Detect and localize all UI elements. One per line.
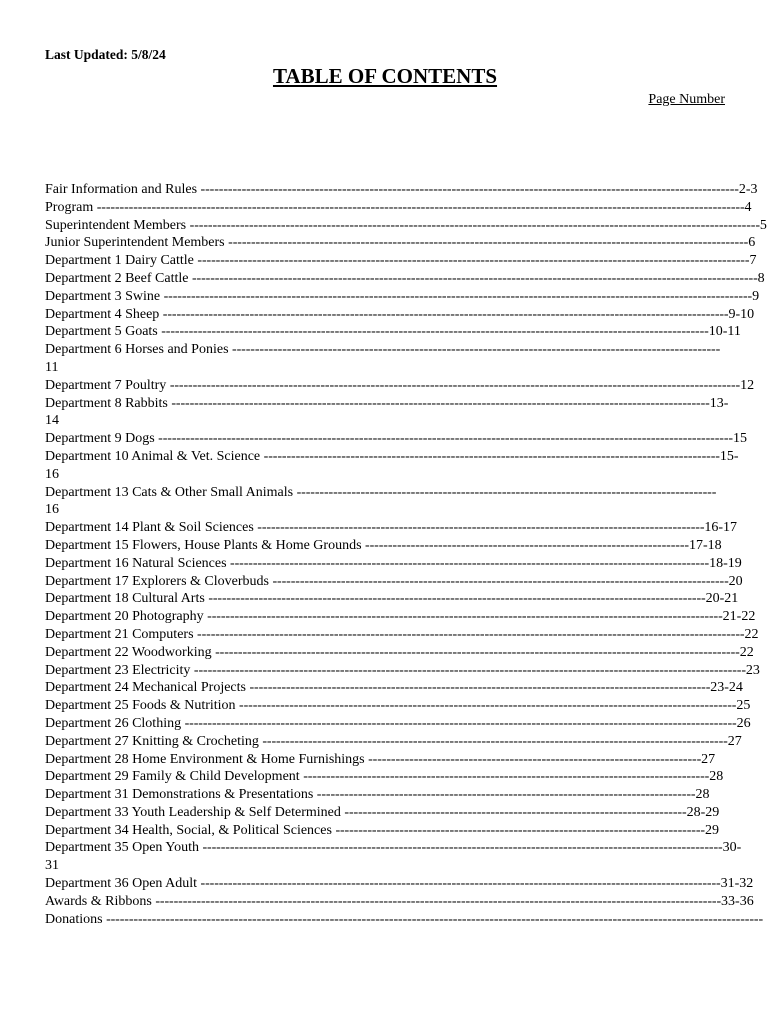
toc-leader-dashes: ---------------------------------------------------------------------------------------------------------------------- bbox=[171, 395, 710, 411]
toc-entry bbox=[45, 484, 745, 520]
toc-leader-dashes: --------------------------------------------------------------------------- bbox=[344, 804, 687, 820]
toc-entry-label: Department 36 Open Adult bbox=[45, 876, 201, 892]
toc-entry-page: 23-24 bbox=[710, 680, 743, 696]
toc-entry-label: Junior Superintendent Members bbox=[45, 235, 229, 251]
toc-leader-dashes: ----------------------------------------------------------------------------------- bbox=[316, 787, 696, 803]
toc-leader-dashes: ------------------------------------------------------------------------------------------------------------- bbox=[239, 698, 737, 714]
toc-entry bbox=[45, 608, 756, 626]
toc-entry bbox=[45, 252, 757, 270]
toc-entry-page: 8 bbox=[757, 270, 765, 286]
toc-entry-page: 4 bbox=[744, 199, 752, 215]
toc-leader-dashes: ------------------------------------------------------------------------------------------------------------------ bbox=[228, 235, 749, 251]
toc-entry bbox=[45, 839, 745, 875]
toc-entry bbox=[45, 270, 765, 288]
toc-entry-page-continued: 11 bbox=[45, 359, 59, 375]
toc-leader-dashes: ---------------------------------------------------------------------------------------------------------------------------------------------- bbox=[96, 199, 745, 215]
last-updated-date: Last Updated: 5/8/24 bbox=[45, 47, 166, 62]
toc-entry-page: 20-21 bbox=[705, 591, 739, 607]
toc-entry-page-continued: 31 bbox=[45, 858, 59, 874]
toc-entry bbox=[45, 555, 745, 573]
toc-entry bbox=[45, 181, 758, 199]
toc-entry-page: 20 bbox=[728, 573, 743, 589]
toc-entry bbox=[45, 644, 754, 662]
toc-entry-label: Department 15 Flowers, House Plants & Home Grounds bbox=[45, 537, 366, 553]
toc-entry-page: 28-29 bbox=[686, 804, 720, 820]
toc-entry bbox=[45, 590, 745, 608]
toc-entry bbox=[45, 306, 755, 324]
toc-entry bbox=[45, 662, 760, 680]
toc-entry-label: Donations bbox=[45, 911, 107, 927]
toc-leader-dashes: ---------------------------------------------------------------------------------------------------- bbox=[263, 448, 720, 464]
toc-leader-dashes: ------------------------------------------------------------------------------------------------------ bbox=[262, 733, 728, 749]
toc-entry-label: Department 33 Youth Leadership & Self Determined bbox=[45, 804, 345, 820]
toc-entry-label: Department 34 Health, Social, & Political Sciences bbox=[45, 822, 336, 838]
toc-leader-dashes: ------------------------------------------------------------------------------------------------------------------------ bbox=[197, 626, 745, 642]
toc-entry-page: 15- bbox=[719, 448, 739, 464]
toc-entry bbox=[45, 519, 745, 537]
toc-entry-page: 12 bbox=[740, 377, 755, 393]
toc-leader-dashes: --------------------------------------------------------------------------------------------------------------------------------- bbox=[163, 288, 753, 304]
toc-leader-dashes: ---------------------------------------------------------------------------------------------------------------------- bbox=[200, 182, 739, 197]
toc-entry-label: Department 2 Beef Cattle bbox=[45, 270, 192, 286]
toc-entry-label: Department 25 Foods & Nutrition bbox=[45, 698, 240, 714]
toc-entry bbox=[45, 341, 745, 377]
toc-leader-dashes: -------------------------------------------------------------------------------------------- bbox=[296, 484, 717, 500]
toc-entry-label: Department 1 Dairy Cattle bbox=[45, 253, 198, 269]
toc-entry bbox=[45, 573, 745, 591]
toc-leader-dashes: ----------------------------------------------------------------------- bbox=[365, 537, 689, 553]
toc-entry-page: 15 bbox=[732, 431, 747, 447]
toc-leader-dashes: ------------------------------------------------------------------------- bbox=[368, 751, 702, 767]
page-number-column-heading: Page Number bbox=[648, 92, 725, 107]
toc-entry-label: Program bbox=[45, 199, 97, 215]
toc-entry-label: Superintendent Members bbox=[45, 217, 190, 233]
toc-entry bbox=[45, 715, 751, 733]
toc-entry-page: 13- bbox=[709, 395, 729, 411]
toc-leader-dashes: ------------------------------------------------------------------------------------------------------------------------- bbox=[193, 662, 746, 678]
toc-entry bbox=[45, 395, 745, 431]
toc-entry-label: Department 23 Electricity bbox=[45, 662, 194, 678]
toc-entry-page: 27 bbox=[727, 733, 742, 749]
toc-entry-label: Department 24 Mechanical Projects bbox=[45, 680, 250, 696]
toc-entry-page: 9-10 bbox=[728, 306, 755, 322]
toc-entry bbox=[45, 323, 745, 341]
toc-entry-label: Department 22 Woodworking bbox=[45, 644, 216, 660]
toc-leader-dashes: --------------------------------------------------------------------------------- bbox=[335, 822, 705, 838]
toc-entry bbox=[45, 786, 745, 804]
toc-entry-page: 22 bbox=[744, 626, 759, 642]
toc-leader-dashes: ----------------------------------------------------------------------------------------------------- bbox=[249, 680, 711, 696]
toc-entry-label: Department 27 Knitting & Crocheting bbox=[45, 733, 263, 749]
toc-entry bbox=[45, 768, 745, 786]
toc-entry-page: 10-11 bbox=[708, 324, 741, 340]
toc-entry-page-continued: 14 bbox=[45, 413, 59, 429]
toc-leader-dashes: ------------------------------------------------------------------------------------------------------------------------ bbox=[161, 324, 709, 340]
toc-entry-page: 29 bbox=[704, 822, 719, 838]
toc-entry-page: 23 bbox=[745, 662, 760, 678]
toc-entry-label: Department 7 Poultry bbox=[45, 377, 170, 393]
toc-leader-dashes: ----------------------------------------------------------------------------------------------------------------- bbox=[207, 609, 723, 625]
toc-entry-label: Department 8 Rabbits bbox=[45, 395, 172, 411]
toc-entry-label: Department 35 Open Youth bbox=[45, 840, 203, 856]
toc-leader-dashes: ----------------------------------------------------------------------------------------- bbox=[303, 769, 710, 785]
toc-entry-label: Awards & Ribbons bbox=[45, 893, 156, 909]
toc-entry-label: Department 6 Horses and Ponies bbox=[45, 342, 233, 358]
toc-entry-label: Department 5 Goats bbox=[45, 324, 162, 340]
toc-entry-page: 31-32 bbox=[720, 876, 754, 892]
toc-entry-page: 2-3 bbox=[738, 182, 758, 197]
toc-entry bbox=[45, 822, 745, 840]
table-of-contents-list bbox=[45, 181, 767, 928]
toc-entry-label: Department 21 Computers bbox=[45, 626, 198, 642]
toc-entry bbox=[45, 751, 745, 769]
toc-leader-dashes: ---------------------------------------------------------------------------------------------------------------------------- bbox=[155, 893, 722, 909]
toc-leader-dashes: ------------------------------------------------------------------------------------------------------------------------------------------------ bbox=[106, 911, 764, 927]
toc-entry-label: Department 9 Dogs bbox=[45, 431, 159, 447]
toc-entry-label: Department 17 Explorers & Cloverbuds bbox=[45, 573, 273, 589]
toc-entry-page: 7 bbox=[749, 253, 757, 269]
toc-entry-page: 30- bbox=[722, 840, 742, 856]
toc-leader-dashes: ---------------------------------------------------------------------------------------------------------------------------- bbox=[191, 270, 758, 286]
toc-leader-dashes: ------------------------------------------------------------------------------------------------------------------ bbox=[202, 840, 723, 856]
toc-entry-page: 28 bbox=[695, 787, 710, 803]
toc-entry-label: Department 10 Animal & Vet. Science bbox=[45, 448, 264, 464]
toc-entry bbox=[45, 893, 754, 911]
toc-entry bbox=[45, 911, 764, 929]
toc-leader-dashes: ------------------------------------------------------------------------------------------------------------------- bbox=[215, 644, 740, 660]
toc-leader-dashes: ----------------------------------------------------------------------------------------------------------------------------- bbox=[189, 217, 760, 233]
toc-entry-page: 6 bbox=[748, 235, 756, 251]
toc-leader-dashes: ------------------------------------------------------------------------------------------------------------------ bbox=[200, 876, 721, 892]
toc-entry bbox=[45, 234, 756, 252]
toc-entry-label: Department 18 Cultural Arts bbox=[45, 591, 209, 607]
toc-leader-dashes: ----------------------------------------------------------------------------------------------------------------------------- bbox=[169, 377, 741, 393]
toc-entry-page-continued: 16 bbox=[45, 466, 59, 482]
toc-entry bbox=[45, 217, 767, 235]
toc-entry-label: Department 13 Cats & Other Small Animals bbox=[45, 484, 297, 500]
toc-entry-page: 9 bbox=[752, 288, 760, 304]
toc-entry bbox=[45, 537, 745, 555]
toc-leader-dashes: ------------------------------------------------------------------------------------------------------------------------- bbox=[197, 253, 750, 269]
toc-entry-page: 28 bbox=[709, 769, 724, 785]
toc-leader-dashes: ---------------------------------------------------------------------------------------------------------------------------- bbox=[162, 306, 729, 322]
toc-entry-page: 22 bbox=[739, 644, 754, 660]
toc-entry bbox=[45, 430, 745, 448]
toc-leader-dashes: --------------------------------------------------------------------------------------------------------- bbox=[230, 555, 710, 571]
toc-entry-label: Fair Information and Rules bbox=[45, 182, 201, 197]
toc-entry-label: Department 31 Demonstrations & Presentations bbox=[45, 787, 317, 803]
toc-entry bbox=[45, 733, 745, 751]
page-title: TABLE OF CONTENTS bbox=[272, 64, 498, 88]
toc-entry-label: Department 14 Plant & Soil Sciences bbox=[45, 520, 258, 536]
toc-entry bbox=[45, 697, 751, 715]
toc-entry bbox=[45, 626, 759, 644]
toc-leader-dashes: ----------------------------------------------------------------------------------------------------------- bbox=[232, 342, 721, 358]
toc-entry-label: Department 28 Home Environment & Home Furnishings bbox=[45, 751, 369, 767]
toc-entry-label: Department 29 Family & Child Development bbox=[45, 769, 304, 785]
toc-entry bbox=[45, 679, 745, 697]
toc-entry-label: Department 4 Sheep bbox=[45, 306, 163, 322]
toc-entry-label: Department 20 Photography bbox=[45, 609, 208, 625]
toc-entry-label: Department 3 Swine bbox=[45, 288, 164, 304]
toc-entry bbox=[45, 875, 754, 893]
toc-leader-dashes: ---------------------------------------------------------------------------------------------------- bbox=[272, 573, 729, 589]
toc-entry bbox=[45, 288, 760, 306]
toc-entry bbox=[45, 804, 745, 822]
toc-entry-page: 25 bbox=[736, 698, 751, 714]
toc-leader-dashes: -------------------------------------------------------------------------------------------------- bbox=[257, 520, 705, 536]
toc-entry bbox=[45, 448, 745, 484]
toc-leader-dashes: ------------------------------------------------------------------------------------------------------------------------------ bbox=[158, 431, 733, 447]
toc-entry-page-continued: 16 bbox=[45, 502, 59, 518]
toc-entry-page: 16-17 bbox=[704, 520, 738, 536]
toc-leader-dashes: ------------------------------------------------------------------------------------------------------------------------- bbox=[184, 715, 737, 731]
toc-entry-page: 21-22 bbox=[722, 609, 756, 625]
toc-entry-label: Department 16 Natural Sciences bbox=[45, 555, 231, 571]
toc-entry bbox=[45, 377, 755, 395]
toc-leader-dashes: ------------------------------------------------------------------------------------------------------------- bbox=[208, 591, 706, 607]
toc-entry bbox=[45, 199, 752, 217]
toc-entry-page: 33-36 bbox=[721, 893, 754, 909]
toc-entry-page: 26 bbox=[736, 715, 751, 731]
toc-entry-page: 18-19 bbox=[709, 555, 742, 571]
toc-entry-page: 17-18 bbox=[688, 537, 722, 553]
toc-entry-label: Department 26 Clothing bbox=[45, 715, 185, 731]
toc-entry-page: 5 bbox=[759, 217, 767, 233]
toc-entry-page: 27 bbox=[701, 751, 716, 767]
